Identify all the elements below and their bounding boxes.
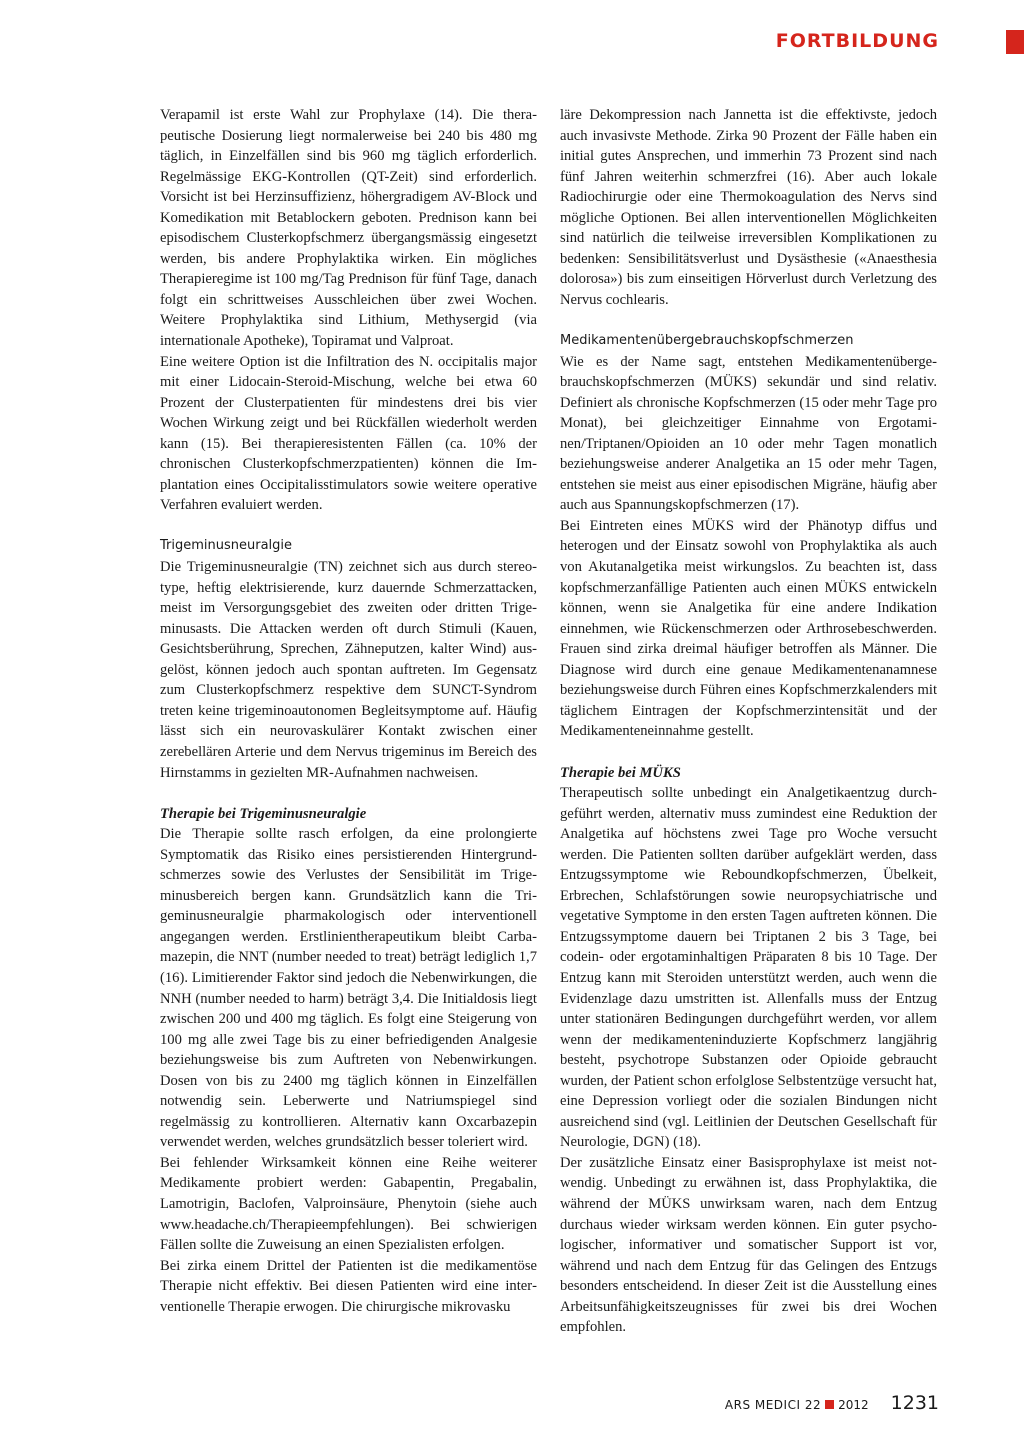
paragraph: Der zusätzliche Einsatz einer Basisprophylaxe ist meist notwendig. Unbedingt zu erwähnen ist, dass Prophylaktika, die während der MÜKS unwirksam waren, nach dem Entzug durchaus wieder wirksam werden können. Ein guter psychologischer, informativer und somatischer Support ist vor, während und nach dem Entzug für das Gelingen des Entzugs besonders entscheidend. In dieser Zeit ist die Ausstellung eines Arbeitsunfähigkeitszeugnisses für zwei bis drei Wochen empfohlen. [560,1154,937,1336]
paragraph: Bei fehlender Wirksamkeit können eine Reihe weiterer Medikamente probiert werden: Gabapentin, Pregabalin, Lamotrigin, Baclofen, Valproinsäure, Phenytoin (siehe auch www.headache.ch/Therapieempfehlungen). Bei schwierigen Fällen sollte die Zuweisung an einen Spezialisten erfolgen. [160,1154,537,1254]
subsection-heading: Therapie bei Trigeminusneuralgie [160,805,367,822]
page-number: 1231 [890,1392,939,1414]
journal-year: 2012 [838,1398,869,1412]
paragraph: Bei zirka einem Drittel der Patienten ist die medikamentöse Therapie nicht effektiv. Bei diesen Patienten wird eine interventionelle Therapie erwogen. Die chirurgische mikrovasku [160,1257,537,1315]
section-heading: Medikamentenübergebrauchskopfschmerzen [560,333,854,349]
paragraph: Die Therapie sollte rasch erfolgen, da eine prolongierte Symptomatik das Risiko eines persistierenden Hintergrundschmerzes sowie des Verlustes der Sensibilität im Trigeminusbereich bergen kann. Grundsätzlich kann die Trigeminusneuralgie pharmakologisch oder interventionell angegangen werden. Erstlinientherapeutikum bleibt Carbamazepin, die NNT (number needed to treat) beträgt lediglich 1,7 (16). Limitierender Faktor sind jedoch die Nebenwirkungen, die NNH (number needed to harm) beträgt 3,4. Die Initialdosis liegt zwischen 200 und 400 mg täglich. Es folgt eine Steigerung von 100 mg alle zwei Tage bis zu einer befriedigenden Analgesie beziehungsweise bis zum Auftreten von Nebenwirkungen. Dosen von bis zu 2400 mg täglich können in Einzelfällen notwendig sein. Leberwerte und Natriumspiegel sind regelmässig zu kontrollieren. Alternativ kann Oxcarbazepin verwendet werden, welches grundsätzlich besser toleriert wird. [160,826,537,1151]
footer-square-icon [825,1400,834,1409]
subsection-heading: Therapie bei MÜKS [560,764,681,781]
journal-name: ARS MEDICI 22 [724,1398,822,1412]
paragraph: Therapeutisch sollte unbedingt ein Analgetikaentzug durchgeführt werden, alternativ muss zumindest eine Reduktion der Analgetika auf höchstens zwei Tage pro Woche versucht werden. Die Patienten sollten darüber aufgeklärt werden, dass Entzugssymptome wie Reboundkopfschmerzen, Übelkeit, Erbrechen, Schlafstörungen sowie neuropsychiatrische und vegetative Symptome in den ersten Tagen auftreten können. Die Entzugssymptome dauern bei Triptanen 2 bis 3 Tage, bei codein- oder ergotaminhaltigen Präparaten 8 bis 10 Tage. Der Entzug kann mit Steroiden unterstützt werden, auch wenn die Evidenzlage dazu umstritten ist. Allenfalls muss der Entzug unter stationären Bedingungen durchgeführt werden, vor allem wenn der medikamenteninduzierte Kopfschmerz langjährig besteht, psychotrope Substanzen oder Opioide gebraucht wurden, der Patient schon erfolglose Selbstentzüge versucht hat, eine Depression vorliegt oder die sozialen Bindungen nicht ausreichend sind (vgl. Leitlinien der Deutschen Gesellschaft für Neurologie, DGN) (18). [560,785,937,1151]
page-footer [725,1392,939,1414]
section-heading: Trigeminusneuralgie [160,538,293,554]
right-column [560,105,937,1338]
section-marker [1006,30,1024,54]
paragraph: Eine weitere Option ist die Infiltration des N. occipitalis major mit einer Lidocain-Steroid-Mischung, welche bei etwa 60 Prozent der Clusterpatienten für mindestens drei bis vier Wochen Wirkung zeigt und bei Rückfällen wiederholt werden kann (15). Bei therapieresistenten Fällen (ca. 10% der chronischen Clusterkopfschmerzpatienten) können die Implantation eines Occipitalisstimulators sowie weitere operative Verfahren evaluiert werden. [160,353,537,514]
paragraph: läre Dekompression nach Jannetta ist die effektivste, jedoch auch invasivste Methode. Zirka 90 Prozent der Fälle haben ein initial gutes Ansprechen, und immerhin 73 Prozent sind nach fünf Jahren weiterhin schmerzfrei (16). Aber auch lokale Radiochirurgie oder eine Thermokoagulation des Nervs sind mögliche Optionen. Bei allen interventionellen Möglichkeiten sind natürlich die teilweise irreversiblen Komplikationen zu bedenken: Sensibilitätsverlust und Dysästhesie («Anaesthesia dolorosa») bis zum einseitigen Hörverlust durch Verletzung des Nervus cochlearis. [560,107,937,308]
paragraph: Verapamil ist erste Wahl zur Prophylaxe (14). Die therapeutische Dosierung liegt normalerweise bei 240 bis 480 mg täglich, in Einzelfällen sind bis 960 mg täglich erforderlich. Regelmässige EKG-Kontrollen (QT-Zeit) sind erforderlich. Vorsicht ist bei Herzinsuffizienz, höhergradigem AV-Block und Komedikation mit Betablockern geboten. Prednison kann bei episodischem Clusterkopfschmerz übergangsmässig eingesetzt werden, bis andere Prophylaktika wirken. Ein mögliches Therapieregime ist 100 mg/Tag Prednison für fünf Tage, danach folgt ein schrittweises Ausschleichen über zwei Wochen. Weitere Prophylaktika sind Lithium, Methysergid (via internationale Apotheke), Topiramat und Valproat. [160,107,537,350]
paragraph: Die Trigeminusneuralgie (TN) zeichnet sich aus durch stereotype, heftig elektrisierende, kurz dauernde Schmerzattacken, meist im Versorgungsgebiet des zweiten oder dritten Trigeminusasts. Die Attacken werden oft durch Stimuli (Kauen, Gesichtsberührung, Sprechen, Zähneputzen, kalter Wind) ausgelöst, können jedoch auch spontan auftreten. Im Gegensatz zum Clusterkopfschmerz respektive dem SUNCT-Syndrom treten keine trigeminoautonomen Begleitsymptome auf. Häufig lässt sich ein neurovaskulärer Kontakt zwischen einer zerebellären Arterie und dem Nervus trigeminus im Bereich des Hirnstamms in gezielten MR-Aufnahmen nachweisen. [160,559,537,781]
left-column [160,105,537,1317]
section-label: FORTBILDUNG [775,30,939,52]
paragraph: Wie es der Name sagt, entstehen Medikamentenübergebrauchskopfschmerzen (MÜKS) sekundär und sind relativ. Definiert als chronische Kopfschmerzen (15 oder mehr Tage pro Monat), bei gleichzeitiger Einnahme von Ergotaminen/Triptanen/Opioiden an 10 oder mehr Tagen monatlich beziehungsweise anderer Analgetika an 15 oder mehr Tagen, entstehen sie meist aus einer episodischen Migräne, häufig aber auch aus Spannungskopfschmerzen (17). [560,353,937,514]
paragraph: Bei Eintreten eines MÜKS wird der Phänotyp diffus und heterogen und der Einsatz sowohl von Prophylaktika als auch von Akutanalgetika meist wirkungslos. Zu beachten ist, dass kopfschmerzanfällige Patienten auch einen MÜKS entwickeln können, wenn sie Analgetika für eine andere Indikation einnehmen, wie Rückenschmerzen oder Arthrosebeschwerden. Frauen sind zirka dreimal häufiger betroffen als Männer. Die Diagnose wird durch eine genaue Medikamentenanamnese beziehungsweise durch Führen eines Kopfschmerzkalenders mit täglichem Eintragen der Kopfschmerzintensität und der Medikamenteneinnahme gestellt. [560,517,937,740]
